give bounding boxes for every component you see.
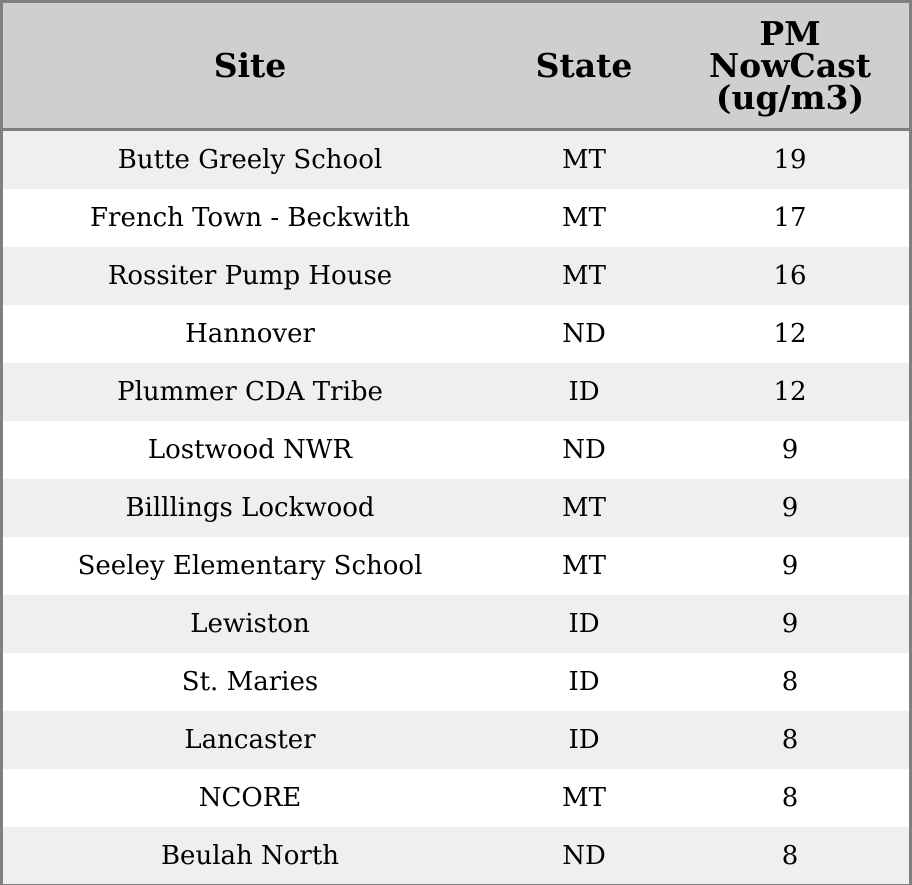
cell-state: ND: [497, 305, 671, 363]
header-pm-line-2: NowCast: [708, 45, 872, 85]
cell-state: ID: [497, 711, 671, 769]
cell-pm: 8: [671, 653, 909, 711]
table-row: [3, 653, 909, 711]
cell-pm: 8: [671, 827, 909, 884]
table-row: [3, 827, 909, 884]
header-site: Site: [3, 3, 497, 130]
table-row: [3, 189, 909, 247]
cell-state: MT: [497, 130, 671, 190]
cell-state: MT: [497, 537, 671, 595]
cell-site: Rossiter Pump House: [3, 247, 497, 305]
header-pm-nowcast: [671, 3, 909, 130]
cell-site: French Town - Beckwith: [3, 189, 497, 247]
table-body: [3, 130, 909, 885]
cell-pm: 9: [671, 595, 909, 653]
table-row: [3, 305, 909, 363]
table-row: [3, 769, 909, 827]
cell-site: NCORE: [3, 769, 497, 827]
header-pm-line-1: PM: [759, 13, 821, 53]
cell-site: Lancaster: [3, 711, 497, 769]
table-row: [3, 247, 909, 305]
cell-state: ID: [497, 653, 671, 711]
cell-pm: 8: [671, 769, 909, 827]
cell-pm: 12: [671, 305, 909, 363]
table-row: [3, 711, 909, 769]
table-row: [3, 537, 909, 595]
cell-state: ID: [497, 595, 671, 653]
cell-state: MT: [497, 247, 671, 305]
cell-pm: 9: [671, 479, 909, 537]
cell-state: MT: [497, 479, 671, 537]
cell-site: Seeley Elementary School: [3, 537, 497, 595]
cell-site: Beulah North: [3, 827, 497, 884]
cell-pm: 19: [671, 130, 909, 190]
cell-pm: 12: [671, 363, 909, 421]
header-pm-line-3: (ug/m3): [715, 77, 865, 117]
header-state: State: [497, 3, 671, 130]
cell-pm: 9: [671, 537, 909, 595]
table-row: [3, 421, 909, 479]
table-row: [3, 130, 909, 190]
table-row: [3, 363, 909, 421]
table-row: [3, 595, 909, 653]
cell-state: MT: [497, 769, 671, 827]
cell-pm: 17: [671, 189, 909, 247]
cell-site: Lostwood NWR: [3, 421, 497, 479]
data-table: [3, 3, 909, 884]
table-header: [3, 3, 909, 130]
cell-pm: 8: [671, 711, 909, 769]
cell-pm: 9: [671, 421, 909, 479]
cell-state: ND: [497, 827, 671, 884]
cell-state: ID: [497, 363, 671, 421]
cell-site: Billlings Lockwood: [3, 479, 497, 537]
cell-site: Butte Greely School: [3, 130, 497, 190]
cell-state: ND: [497, 421, 671, 479]
cell-site: Plummer CDA Tribe: [3, 363, 497, 421]
cell-site: St. Maries: [3, 653, 497, 711]
cell-site: Lewiston: [3, 595, 497, 653]
header-row: [3, 3, 909, 130]
cell-pm: 16: [671, 247, 909, 305]
cell-state: MT: [497, 189, 671, 247]
cell-site: Hannover: [3, 305, 497, 363]
table-row: [3, 479, 909, 537]
